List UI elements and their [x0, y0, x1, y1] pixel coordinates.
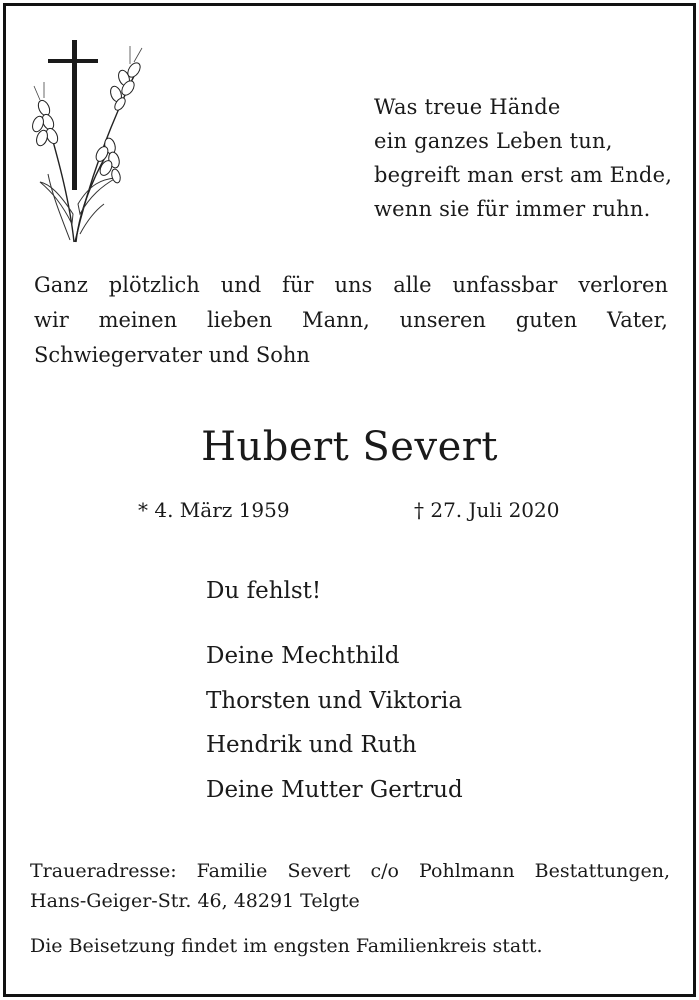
signer: Thorsten und Viktoria — [206, 687, 463, 714]
death-date: † 27. Juli 2020 — [414, 498, 560, 522]
poem-line: begreift man erst am Ende, — [374, 163, 673, 187]
signers-list — [206, 634, 463, 812]
intro-line: Ganz plötzlich und für uns alle unfassbar verloren — [34, 273, 668, 297]
intro-line: wir meinen lieben Mann, unseren guten Vater, — [34, 308, 668, 332]
address-line: Traueradresse: Familie Severt c/o Pohlmann Bestattungen, — [30, 860, 670, 882]
deceased-name: Hubert Severt — [201, 424, 498, 470]
cross-with-wheat-icon — [30, 34, 150, 246]
poem — [374, 90, 672, 226]
burial-note: Die Beisetzung findet im engsten Familienkreis statt. — [30, 935, 543, 957]
signer: Hendrik und Ruth — [206, 732, 417, 758]
address-line: Hans-Geiger-Str. 46, 48291 Telgte — [30, 890, 360, 912]
signer: Deine Mutter Gertrud — [206, 776, 463, 803]
closing-phrase: Du fehlst! — [206, 578, 322, 604]
obituary-notice — [3, 3, 696, 997]
signer: Deine Mechthild — [206, 643, 400, 669]
intro-text — [34, 268, 668, 373]
poem-line: Was treue Hände — [374, 95, 561, 119]
intro-line: Schwiegervater und Sohn — [34, 343, 310, 367]
poem-line: wenn sie für immer ruhn. — [374, 197, 651, 221]
birth-date: * 4. März 1959 — [138, 498, 290, 522]
mourning-address — [30, 856, 670, 916]
poem-line: ein ganzes Leben tun, — [374, 129, 613, 153]
